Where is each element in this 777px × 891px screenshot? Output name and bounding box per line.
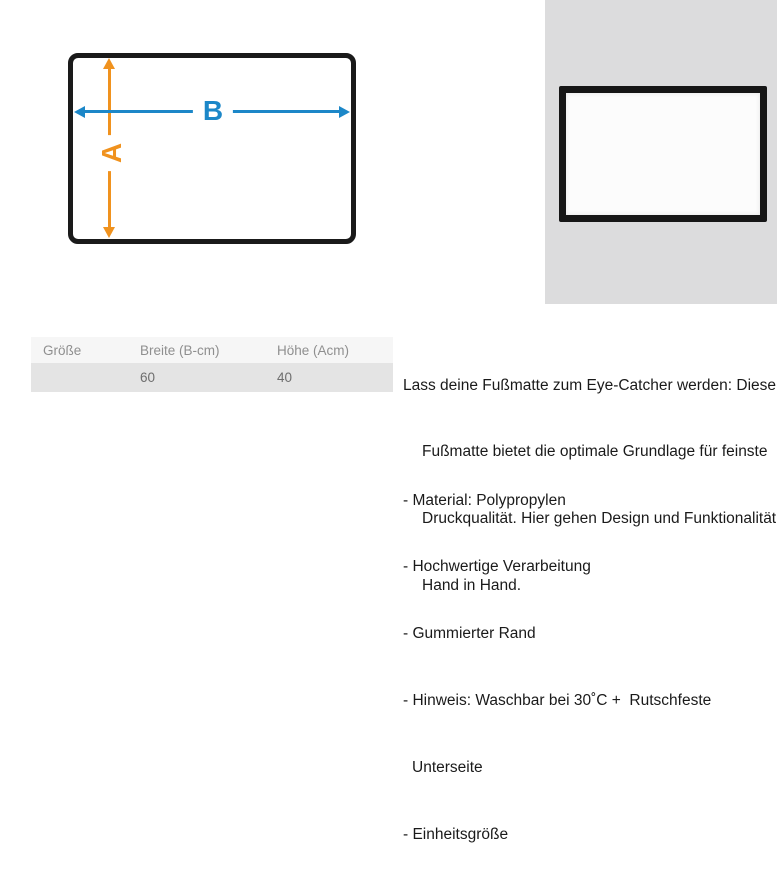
height-cell: 40 [277,370,293,385]
size-table [31,337,393,392]
size-table-header-row [31,337,393,363]
feature-item: - Hochwertige Verarbeitung [403,558,591,576]
arrowhead-down-icon [103,227,115,238]
feature-item: - Hinweis: Waschbar bei 30˚C + Rutschfeste [403,692,712,710]
description-line: Lass deine Fußmatte zum Eye-Catcher werden: Diese [403,376,777,394]
dimension-diagram [68,53,356,244]
product-photo-panel [545,0,777,304]
product-feature-list [403,445,775,891]
size-table-row [31,363,393,392]
feature-item: - Einheitsgröße [403,826,509,844]
feature-item: - Gummierter Rand [403,625,536,643]
description-line: Druckqualität. Hier gehen Design und Funktionalität [422,510,777,528]
width-dimension-label: B [193,97,233,125]
feature-item: - Material: Polypropylen [403,491,566,509]
size-column-header: Größe [43,342,82,358]
width-cell: 60 [140,370,156,385]
description-line: Fußmatte bietet die optimale Grundlage für feinste [422,443,768,461]
arrowhead-right-icon [339,106,350,118]
height-column-header: Höhe (Acm) [277,342,350,358]
description-line: Hand in Hand. [422,577,522,595]
feature-item-wrap: Unterseite [412,759,483,777]
width-column-header: Breite (B-cm) [140,342,220,358]
doormat-image [559,86,767,222]
height-dimension-label: A [97,135,127,171]
